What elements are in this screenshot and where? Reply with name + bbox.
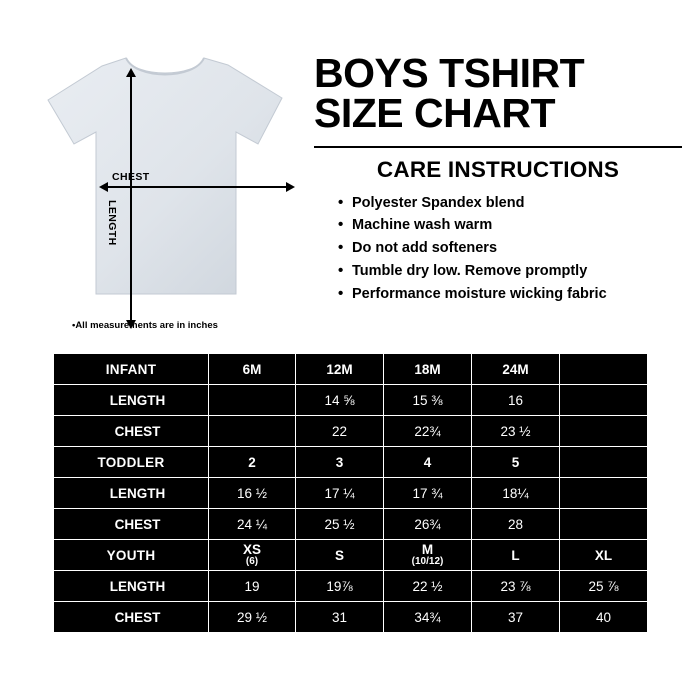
cell: 16 ½: [209, 478, 296, 509]
cell: 19⅞: [296, 571, 384, 602]
list-item: • Machine wash warm: [338, 214, 682, 237]
dash-icon: [246, 430, 259, 434]
group-header-toddler: TODDLER: [54, 447, 209, 478]
care-instructions-list: [314, 192, 682, 306]
spacer-cell: [560, 447, 648, 478]
size-header: 3: [296, 447, 384, 478]
cell: 22: [296, 416, 384, 447]
length-arrow: [130, 76, 132, 321]
size-header: 24M: [472, 354, 560, 385]
size-header: 12M: [296, 354, 384, 385]
size-header-sub: (6): [245, 556, 259, 568]
chest-arrow: [107, 186, 287, 188]
cell: 23 ⅞: [472, 571, 560, 602]
table-row: [54, 571, 648, 602]
header-area: [0, 0, 700, 340]
cell: 24 ¼: [209, 509, 296, 540]
page-title: [314, 50, 682, 136]
cell: 25 ½: [296, 509, 384, 540]
cell: 29 ½: [209, 602, 296, 633]
dash-icon: [246, 399, 259, 403]
row-header: LENGTH: [54, 478, 209, 509]
table-row: [54, 416, 648, 447]
cell: 28: [472, 509, 560, 540]
size-header: 6M: [209, 354, 296, 385]
size-header-main: M: [421, 542, 434, 558]
cell: 14 ⅝: [296, 385, 384, 416]
size-header: S: [296, 540, 384, 571]
size-header: [384, 540, 472, 571]
size-header: 18M: [384, 354, 472, 385]
tshirt-diagram: [22, 28, 304, 331]
size-header: XL: [560, 540, 648, 571]
group-header-infant: INFANT: [54, 354, 209, 385]
size-header: L: [472, 540, 560, 571]
cell: 15 ⅜: [384, 385, 472, 416]
list-item: • Performance moisture wicking fabric: [338, 283, 682, 306]
size-header: 4: [384, 447, 472, 478]
cell: 23 ½: [472, 416, 560, 447]
length-label: LENGTH: [106, 200, 118, 246]
title-line-2: SIZE CHART: [314, 89, 555, 136]
cell: 22 ½: [384, 571, 472, 602]
cell: [209, 416, 296, 447]
spacer-cell: [560, 416, 648, 447]
cell: 26¾: [384, 509, 472, 540]
cell: 31: [296, 602, 384, 633]
list-item: • Do not add softeners: [338, 237, 682, 260]
table-row: [54, 354, 648, 385]
row-header: CHEST: [54, 509, 209, 540]
cell: [209, 385, 296, 416]
size-header-sub: (10/12): [411, 556, 444, 568]
size-header: [209, 540, 296, 571]
spacer-cell: [560, 354, 648, 385]
tshirt-illustration: [40, 48, 286, 298]
divider: [314, 146, 682, 148]
size-header: 2: [209, 447, 296, 478]
cell: 22¾: [384, 416, 472, 447]
table-row: [54, 509, 648, 540]
list-item: • Tumble dry low. Remove promptly: [338, 260, 682, 283]
table-row: [54, 478, 648, 509]
size-header: 5: [472, 447, 560, 478]
cell: 34¾: [384, 602, 472, 633]
spacer-cell: [560, 385, 648, 416]
size-chart-table: [53, 353, 648, 633]
measurement-footnote: •All measurements are in inches: [72, 320, 218, 331]
table-row: [54, 602, 648, 633]
table-row: [54, 385, 648, 416]
text-pane: [304, 28, 682, 340]
title-line-1: BOYS TSHIRT: [314, 50, 585, 96]
row-header: CHEST: [54, 602, 209, 633]
cell: 25 ⅞: [560, 571, 648, 602]
row-header: LENGTH: [54, 571, 209, 602]
group-header-youth: YOUTH: [54, 540, 209, 571]
list-item: • Polyester Spandex blend: [338, 192, 682, 215]
cell: 40: [560, 602, 648, 633]
cell: 16: [472, 385, 560, 416]
cell: 18¼: [472, 478, 560, 509]
table-row: [54, 447, 648, 478]
size-header-main: XS: [242, 542, 261, 558]
cell: 17 ¾: [384, 478, 472, 509]
spacer-cell: [560, 478, 648, 509]
care-instructions-title: CARE INSTRUCTIONS: [376, 156, 620, 182]
row-header: LENGTH: [54, 385, 209, 416]
row-header: CHEST: [54, 416, 209, 447]
cell: 19: [209, 571, 296, 602]
cell: 17 ¼: [296, 478, 384, 509]
tshirt-icon: [40, 48, 286, 298]
spacer-cell: [560, 509, 648, 540]
table-row: [54, 540, 648, 571]
chest-label: CHEST: [112, 171, 150, 183]
cell: 37: [472, 602, 560, 633]
